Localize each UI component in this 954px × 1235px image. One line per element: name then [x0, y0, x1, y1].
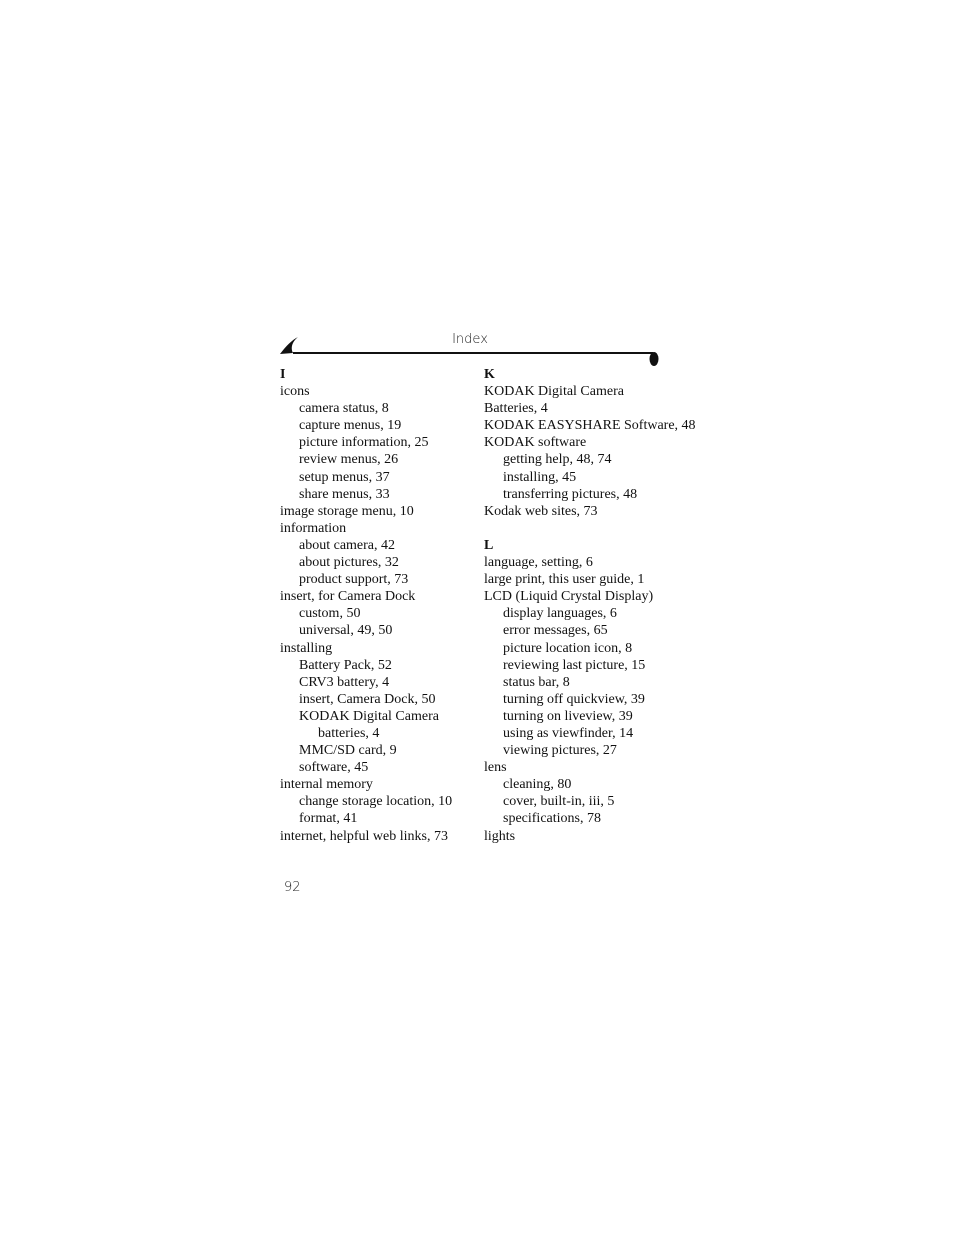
index-column-left	[280, 366, 480, 845]
index-subentry: cleaning, 80	[503, 777, 572, 793]
index-subentry: viewing pictures, 27	[503, 743, 617, 759]
index-subentry: transferring pictures, 48	[503, 486, 638, 502]
index-subentry: status bar, 8	[503, 674, 570, 690]
index-subentry: custom, 50	[299, 606, 361, 622]
index-spacer	[484, 520, 684, 537]
index-subentry: insert, Camera Dock, 50	[299, 691, 436, 707]
index-subentry: getting help, 48, 74	[503, 452, 612, 468]
index-entry: large print, this user guide, 1	[484, 572, 645, 588]
index-subentry: about pictures, 32	[299, 555, 399, 571]
index-subentry: software, 45	[299, 760, 369, 776]
index-subentry: turning off quickview, 39	[503, 691, 645, 707]
index-subentry: review menus, 26	[299, 452, 399, 468]
index-entry: language, setting, 6	[484, 555, 593, 571]
index-subentry-continuation: batteries, 4	[318, 725, 380, 741]
index-column-right	[484, 366, 696, 845]
index-subentry: specifications, 78	[503, 811, 601, 827]
index-entry: KODAK Digital Camera	[484, 384, 624, 400]
index-letter-heading: K	[484, 367, 495, 382]
page-header-title: Index	[452, 332, 488, 347]
index-entry: internal memory	[280, 777, 373, 793]
index-subentry: picture information, 25	[299, 435, 429, 451]
index-subentry: reviewing last picture, 15	[503, 657, 646, 673]
index-subentry: turning on liveview, 39	[503, 708, 633, 724]
rule-end-dot-icon	[650, 352, 659, 366]
index-subentry: installing, 45	[503, 469, 577, 485]
index-subentry: KODAK Digital Camera	[299, 708, 439, 724]
index-subentry: Battery Pack, 52	[299, 657, 392, 673]
index-entry: lights	[484, 828, 516, 844]
index-subentry: universal, 49, 50	[299, 623, 393, 639]
index-subentry: about camera, 42	[299, 537, 396, 553]
index-entry: LCD (Liquid Crystal Display)	[484, 589, 654, 605]
index-entry: Batteries, 4	[484, 401, 548, 417]
index-subentry: share menus, 33	[299, 486, 390, 502]
index-subentry: change storage location, 10	[299, 794, 453, 810]
index-subentry: capture menus, 19	[299, 418, 402, 434]
index-subentry: using as viewfinder, 14	[503, 725, 634, 741]
index-subentry: display languages, 6	[503, 606, 617, 622]
index-entry: KODAK software	[484, 435, 587, 451]
page-header	[280, 330, 660, 370]
index-subentry: CRV3 battery, 4	[299, 674, 390, 690]
index-subentry: camera status, 8	[299, 401, 389, 417]
index-subentry: MMC/SD card, 9	[299, 743, 397, 759]
page-number: 92	[284, 880, 301, 895]
index-entry: information	[280, 520, 347, 536]
index-entry: Kodak web sites, 73	[484, 503, 598, 519]
index-subentry: product support, 73	[299, 572, 409, 588]
index-subentry: setup menus, 37	[299, 469, 390, 485]
index-subentry: cover, built-in, iii, 5	[503, 794, 615, 810]
index-entry: image storage menu, 10	[280, 503, 414, 519]
index-subentry: format, 41	[299, 811, 358, 827]
index-subentry: picture location icon, 8	[503, 640, 633, 656]
index-letter-heading: L	[484, 537, 494, 553]
header-rule-line	[293, 352, 653, 354]
index-entry: icons	[280, 384, 310, 400]
index-entry: insert, for Camera Dock	[280, 589, 416, 605]
index-subentry: error messages, 65	[503, 623, 608, 639]
index-entry: installing	[280, 640, 333, 656]
index-letter-heading: I	[280, 367, 286, 382]
index-entry: lens	[484, 760, 507, 776]
index-entry: internet, helpful web links, 73	[280, 828, 448, 844]
index-entry: KODAK EASYSHARE Software, 48	[484, 418, 696, 434]
